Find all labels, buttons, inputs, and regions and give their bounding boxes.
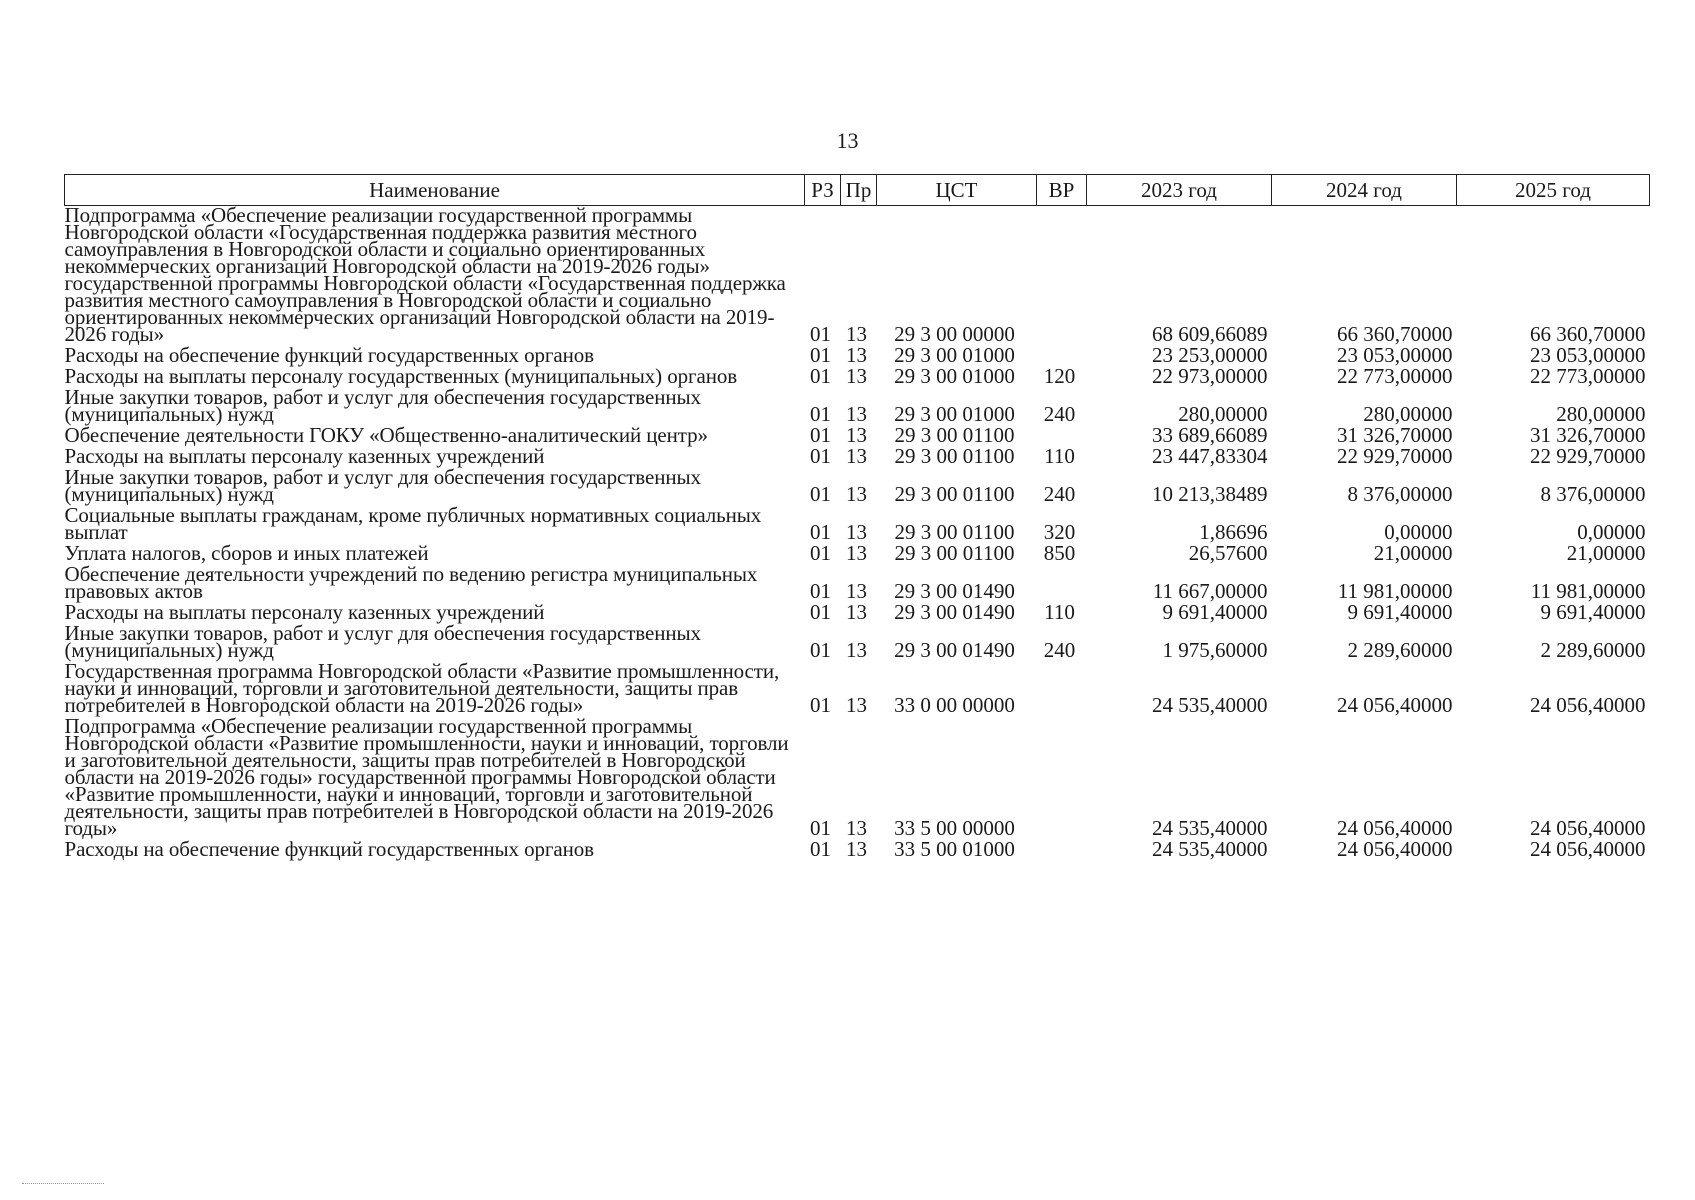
cell-name: Расходы на обеспечение функций государственных органов [64, 837, 594, 861]
cell-rz: 01 [810, 579, 831, 603]
cell-name: Уплата налогов, сборов и иных платежей [64, 541, 429, 565]
cell-rz: 01 [810, 444, 831, 468]
cell-2023: 10 213,38489 [1152, 482, 1268, 506]
cell-2023: 33 689,66089 [1152, 423, 1268, 447]
cell-2023: 24 535,40000 [1152, 693, 1268, 717]
cell-cst: 29 3 00 01490 [894, 600, 1015, 624]
cell-2024: 0,00000 [1384, 520, 1453, 544]
cell-name: Государственная программа Новгородской области «Развитие промышленности, науки и инноваций, торговли и заготовительной деятельности, защиты прав потребителей в Новгородской области на 2019-2026 годы» [64, 659, 780, 717]
cell-2025: 0,00000 [1577, 520, 1646, 544]
cell-rz: 01 [810, 520, 831, 544]
cell-name: Подпрограмма «Обеспечение реализации государственной программы Новгородской области «Государственная поддержка развития местного самоуправления в Новгородской области и социально ориентированных некоммерческих организаций Новгородской области на 2019-2026 годы» государственной программы Новгородской области «Государственная поддержка развития местного самоуправления в Новгородской области и социально ориентированных некоммерческих организаций Новгородской области на 2019-2026 годы» [64, 203, 786, 346]
cell-2024: 21,00000 [1373, 541, 1453, 565]
cell-2023: 24 535,40000 [1152, 816, 1268, 840]
cell-2025: 22 773,00000 [1530, 364, 1646, 388]
cell-name: Обеспечение деятельности учреждений по ведению регистра муниципальных правовых актов [64, 562, 758, 603]
cell-2025: 23 053,00000 [1530, 343, 1646, 367]
cell-vr [1037, 840, 1087, 861]
cell-2024: 2 289,60000 [1347, 638, 1453, 662]
cell-2023: 1 975,60000 [1162, 638, 1268, 662]
cell-name: Расходы на выплаты персоналу государственных (муниципальных) органов [64, 364, 738, 388]
cell-2023: 23 447,83304 [1152, 444, 1268, 468]
cell-name: Расходы на выплаты персоналу казенных учреждений [64, 444, 545, 468]
cell-2024: 9 691,40000 [1347, 600, 1453, 624]
cell-name: Иные закупки товаров, работ и услуг для обеспечения государственных (муниципальных) нужд [64, 465, 701, 506]
cell-pr: 13 [846, 600, 867, 624]
cell-pr: 13 [846, 402, 867, 426]
cell-2024: 8 376,00000 [1347, 482, 1453, 506]
cell-2023: 26,57600 [1188, 541, 1268, 565]
cell-vr [1037, 206, 1087, 347]
cell-2025: 9 691,40000 [1540, 600, 1646, 624]
cell-cst: 33 0 00 00000 [894, 693, 1015, 717]
cell-rz: 01 [810, 600, 831, 624]
cell-cst: 29 3 00 01100 [894, 423, 1015, 447]
cell-cst: 33 5 00 01000 [894, 837, 1015, 861]
cell-name: Расходы на выплаты персоналу казенных учреждений [64, 600, 545, 624]
cell-rz: 01 [810, 402, 831, 426]
cell-pr: 13 [846, 423, 867, 447]
cell-rz: 01 [810, 693, 831, 717]
cell-2024: 23 053,00000 [1337, 343, 1453, 367]
cell-name: Подпрограмма «Обеспечение реализации государственной программы Новгородской области «Развитие промышленности, науки и инноваций, торговли и заготовительной деятельности, защиты прав потребителей в Новгородской области на 2019-2026 годы» государственной программы Новгородской области «Развитие промышленности, науки и инноваций, торговли и заготовительной деятельности, защиты прав потребителей в Новгородской области на 2019-2026 годы» [64, 714, 789, 840]
cell-cst: 29 3 00 01000 [894, 343, 1015, 367]
cell-cst: 29 3 00 01490 [894, 638, 1015, 662]
cell-2025: 280,00000 [1556, 402, 1646, 426]
table-row [65, 506, 1650, 544]
cell-pr: 13 [846, 343, 867, 367]
cell-vr [1037, 717, 1087, 840]
cell-vr [1037, 662, 1087, 717]
table-row [65, 717, 1650, 840]
cell-2025: 11 981,00000 [1530, 579, 1646, 603]
cell-cst: 29 3 00 00000 [894, 322, 1015, 346]
cell-2024: 24 056,40000 [1337, 837, 1453, 861]
table-header-row [65, 175, 1650, 206]
cell-pr: 13 [846, 364, 867, 388]
cell-2024: 22 773,00000 [1337, 364, 1453, 388]
cell-pr: 13 [846, 482, 867, 506]
cell-2025: 2 289,60000 [1540, 638, 1646, 662]
cell-vr: 110 [1044, 600, 1075, 624]
cell-pr: 13 [846, 693, 867, 717]
cell-vr: 240 [1043, 402, 1076, 426]
header-2025: 2025 год [1457, 175, 1650, 206]
table-row [65, 388, 1650, 426]
cell-pr: 13 [846, 837, 867, 861]
cell-2024: 11 981,00000 [1337, 579, 1453, 603]
cell-2023: 11 667,00000 [1152, 579, 1268, 603]
cell-pr: 13 [846, 520, 867, 544]
scan-mark [22, 1183, 104, 1184]
cell-pr: 13 [846, 579, 867, 603]
table-row [65, 624, 1650, 662]
cell-rz: 01 [810, 816, 831, 840]
cell-rz: 01 [810, 343, 831, 367]
cell-rz: 01 [810, 322, 831, 346]
cell-2023: 22 973,00000 [1152, 364, 1268, 388]
cell-name: Иные закупки товаров, работ и услуг для обеспечения государственных (муниципальных) нужд [64, 621, 701, 662]
cell-name: Социальные выплаты гражданам, кроме публичных нормативных социальных выплат [64, 503, 762, 544]
cell-2024: 22 929,70000 [1337, 444, 1453, 468]
cell-rz: 01 [810, 837, 831, 861]
cell-vr: 110 [1044, 444, 1075, 468]
cell-2024: 280,00000 [1363, 402, 1453, 426]
cell-2025: 8 376,00000 [1540, 482, 1646, 506]
cell-cst: 29 3 00 01000 [894, 402, 1015, 426]
budget-table [64, 174, 1650, 861]
cell-vr: 850 [1043, 541, 1076, 565]
cell-2023: 280,00000 [1178, 402, 1268, 426]
cell-cst: 29 3 00 01100 [894, 541, 1015, 565]
cell-pr: 13 [846, 816, 867, 840]
cell-name: Иные закупки товаров, работ и услуг для обеспечения государственных (муниципальных) нужд [64, 385, 701, 426]
cell-cst: 29 3 00 01100 [894, 444, 1015, 468]
cell-2025: 24 056,40000 [1530, 816, 1646, 840]
cell-2024: 66 360,70000 [1337, 322, 1453, 346]
table-row [65, 662, 1650, 717]
header-name: Наименование [65, 175, 805, 206]
cell-cst: 29 3 00 01100 [894, 482, 1015, 506]
header-cst: ЦСТ [877, 175, 1037, 206]
cell-name: Обеспечение деятельности ГОКУ «Общественно-аналитический центр» [64, 423, 708, 447]
cell-2024: 31 326,70000 [1337, 423, 1453, 447]
header-vr: ВР [1037, 175, 1087, 206]
cell-cst: 29 3 00 01100 [894, 520, 1015, 544]
cell-2025: 66 360,70000 [1530, 322, 1646, 346]
cell-cst: 29 3 00 01490 [894, 579, 1015, 603]
cell-2023: 1,86696 [1199, 520, 1268, 544]
cell-2023: 9 691,40000 [1162, 600, 1268, 624]
cell-vr: 240 [1043, 638, 1076, 662]
cell-2023: 23 253,00000 [1152, 343, 1268, 367]
cell-pr: 13 [846, 322, 867, 346]
cell-2025: 24 056,40000 [1530, 693, 1646, 717]
cell-pr: 13 [846, 541, 867, 565]
cell-2025: 21,00000 [1566, 541, 1646, 565]
table-row [65, 840, 1650, 861]
cell-2023: 68 609,66089 [1152, 322, 1268, 346]
cell-2023: 24 535,40000 [1152, 837, 1268, 861]
header-pr: Пр [841, 175, 877, 206]
cell-name: Расходы на обеспечение функций государственных органов [64, 343, 594, 367]
cell-pr: 13 [846, 638, 867, 662]
table-row [65, 468, 1650, 506]
cell-2024: 24 056,40000 [1337, 693, 1453, 717]
cell-cst: 33 5 00 00000 [894, 816, 1015, 840]
cell-vr [1037, 565, 1087, 603]
cell-vr: 320 [1043, 520, 1076, 544]
header-rz: РЗ [805, 175, 841, 206]
cell-2025: 24 056,40000 [1530, 837, 1646, 861]
table-row [65, 206, 1650, 347]
cell-2025: 22 929,70000 [1530, 444, 1646, 468]
header-2024: 2024 год [1272, 175, 1457, 206]
cell-vr: 120 [1043, 364, 1076, 388]
cell-pr: 13 [846, 444, 867, 468]
cell-vr: 240 [1043, 482, 1076, 506]
page-number: 13 [836, 128, 859, 153]
header-2023: 2023 год [1087, 175, 1272, 206]
table-body [64, 203, 1650, 862]
cell-cst: 29 3 00 01000 [894, 364, 1015, 388]
cell-2024: 24 056,40000 [1337, 816, 1453, 840]
cell-2025: 31 326,70000 [1530, 423, 1646, 447]
cell-rz: 01 [810, 482, 831, 506]
table-row [65, 565, 1650, 603]
cell-rz: 01 [810, 423, 831, 447]
cell-rz: 01 [810, 638, 831, 662]
cell-rz: 01 [810, 364, 831, 388]
cell-rz: 01 [810, 541, 831, 565]
